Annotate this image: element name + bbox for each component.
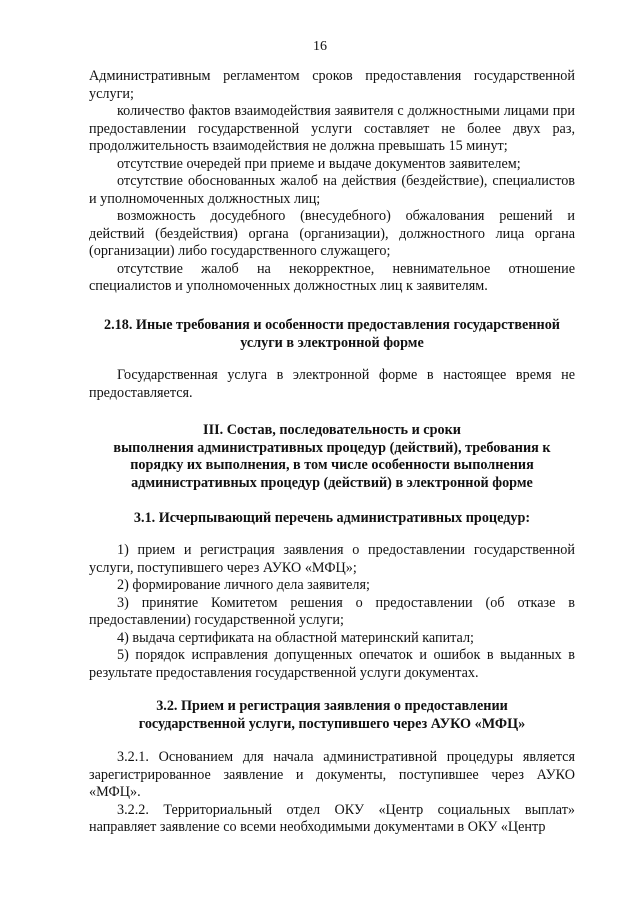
heading-line: административных процедур (действий) в электронной форме	[131, 474, 533, 491]
registration-block	[89, 749, 575, 837]
list-item: 3) принятие Комитетом решения о предоставлении (об отказе в предоставлении) государственной услуги;	[89, 594, 575, 628]
paragraph: отсутствие жалоб на некорректное, невнимательное отношение специалистов и уполномоченных должностных лиц к заявителям.	[89, 260, 575, 294]
heading-line: порядку их выполнения, в том числе особенности выполнения	[130, 457, 534, 473]
list-item: 4) выдача сертификата на областной материнский капитал;	[117, 629, 474, 646]
section-heading-III	[89, 422, 575, 492]
heading-line: III. Состав, последовательность и сроки	[203, 422, 461, 438]
section-heading-3-1	[89, 510, 575, 528]
paragraph: отсутствие очередей при приеме и выдаче документов заявителем;	[117, 155, 521, 172]
electronic-form-block	[89, 367, 575, 402]
paragraph: Государственная услуга в электронной форме в настоящее время не предоставляется.	[89, 367, 575, 401]
heading-line: выполнения административных процедур (действий), требования к	[113, 439, 551, 456]
paragraph: возможность досудебного (внесудебного) обжалования решений и действий (бездействия) органа (организации), должностного лица органа (организации) либо государственного служащего;	[89, 208, 575, 259]
list-item: 2) формирование личного дела заявителя;	[117, 577, 370, 593]
paragraph: отсутствие обоснованных жалоб на действия (бездействие), специалистов и уполномоченных должностных лиц;	[89, 173, 575, 207]
paragraph: 3.2.2. Территориальный отдел ОКУ «Центр социальных выплат» направляет заявление со всеми необходимыми документами в ОКУ «Центр	[89, 801, 575, 835]
heading-line: 2.18. Иные требования и особенности предоставления государственной	[104, 317, 560, 333]
list-item: 1) прием и регистрация заявления о предоставлении государственной услуги, поступившего через АУКО «МФЦ»;	[89, 542, 575, 576]
heading-line: государственной услуги, поступившего через АУКО «МФЦ»	[138, 715, 526, 732]
paragraph: 3.2.1. Основанием для начала административной процедуры является зарегистрированное заявление и документы, поступившее через АУКО «МФЦ».	[89, 749, 575, 800]
section-heading-2-18	[89, 317, 575, 352]
section-heading-3-2	[89, 698, 575, 733]
heading-line: 3.1. Исчерпывающий перечень административных процедур:	[133, 510, 531, 526]
quality-criteria-block	[89, 68, 575, 296]
paragraph: количество фактов взаимодействия заявителя с должностными лицами при предоставлении государственной услуги составляет не более двух раз, продолжительность взаимодействия не должна превышать 15 минут;	[89, 103, 575, 154]
paragraph: Административным регламентом сроков предоставления государственной услуги;	[89, 68, 575, 102]
heading-line: услуги в электронной форме	[240, 334, 424, 351]
page-number: 16	[313, 39, 327, 54]
list-item: 5) порядок исправления допущенных опечаток и ошибок в выданных в результате предоставления государственной услуги документах.	[89, 647, 575, 681]
heading-line: 3.2. Прием и регистрация заявления о предоставлении	[156, 698, 508, 714]
procedures-list	[89, 542, 575, 682]
